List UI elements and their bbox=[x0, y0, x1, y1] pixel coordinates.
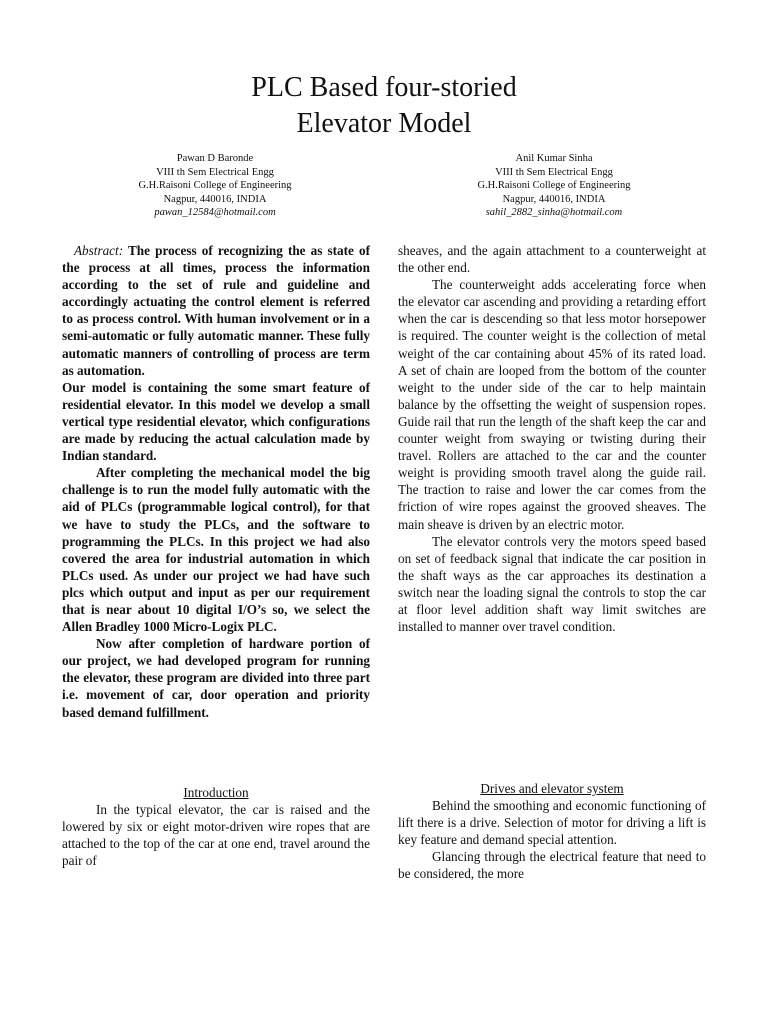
abstract-paragraph-1 bbox=[62, 242, 370, 379]
author-email: pawan_12584@hotmail.com bbox=[154, 207, 276, 219]
introduction-heading: Introduction bbox=[183, 785, 249, 800]
right-paragraph-2: The counterweight adds accelerating force when the elevator car ascending and providing a retarding effort when the car is descending so that less motor horsepower is required. The counter weight is the collection of metal weight of the car containing about 45% of its rated load. A set of chain are looped from the bottom of the counter weight to the under side of the car to help maintain balance by the offsetting the weight of suspension ropes. Guide rail that run the length of the shaft keep the car and counter weight from swaying or twisting during their travel. Rollers are attached to the car and the counter weight is providing smooth travel along the guide rail. The traction to raise and lower the car comes from the friction of wire ropes against the grooved sheaves. The main sheave is driven by an electric motor. bbox=[398, 277, 706, 532]
author-dept: VIII th Sem Electrical Engg bbox=[156, 166, 274, 178]
author-dept: VIII th Sem Electrical Engg bbox=[495, 166, 613, 178]
drives-heading: Drives and elevator system bbox=[480, 781, 624, 796]
author-city: Nagpur, 440016, INDIA bbox=[163, 193, 267, 205]
drives-section bbox=[398, 780, 706, 883]
abstract-label: Abstract: bbox=[74, 243, 124, 258]
author-block-1 bbox=[75, 152, 355, 220]
author-city: Nagpur, 440016, INDIA bbox=[502, 193, 606, 205]
drives-paragraph-2: Glancing through the electrical feature that need to be considered, the more bbox=[398, 849, 706, 882]
abstract-paragraph-2: Our model is containing the some smart feature of residential elevator. In this model we develop a small vertical type residential elevator, which configurations are made by reducing the actual calculation made by Indian standard. bbox=[62, 379, 370, 464]
introduction-paragraph-1: In the typical elevator, the car is raised and the lowered by six or eight motor-driven wire ropes that are attached to the top of the car at one end, travel around the pair of bbox=[62, 802, 370, 869]
author-college: G.H.Raisoni College of Engineering bbox=[138, 180, 292, 192]
abstract-paragraph-3: After completing the mechanical model the big challenge is to run the model fully automatic with the aid of PLCs (programmable logical control), for that we have to study the PLCs, and the software to programming the PLCs. In this project we had also covered the area for industrial automation in which PLCs used. As under our project we had have such plcs which output and input as per our requirement that is near about 10 digital I/O’s so, we select the Allen Bradley 1000 Micro-Logix PLC. bbox=[62, 465, 370, 635]
author-email: sahil_2882_sinha@hotmail.com bbox=[485, 207, 623, 219]
abstract-section bbox=[62, 242, 370, 721]
author-college: G.H.Raisoni College of Engineering bbox=[477, 180, 631, 192]
abstract-text-1: The process of recognizing the as state of the process at all times, process the information according to the set of rule and guideline and accordingly actuating the control element is referred to as process control. With human involvement or in a semi-automatic or fully automatic manner. These fully automatic manners of controlling of process are term as automation. bbox=[62, 243, 371, 378]
right-column-text bbox=[398, 242, 706, 635]
author-block-2 bbox=[414, 152, 694, 220]
introduction-section bbox=[62, 784, 370, 869]
right-paragraph-3: The elevator controls very the motors speed based on set of feedback signal that indicate the car position in the shaft ways as the car approaches its destination a switch near the loading signal the controls to stop the car at floor level addition shaft way limit switches are installed to manner over travel condition. bbox=[398, 533, 706, 635]
title-line-1: PLC Based four-storied bbox=[251, 72, 517, 103]
drives-paragraph-1: Behind the smoothing and economic functioning of lift there is a drive. Selection of motor for driving a lift is key feature and demand special attention. bbox=[398, 798, 706, 848]
abstract-paragraph-4: Now after completion of hardware portion of our project, we had developed program for running the elevator, these program are divided into three part i.e. movement of car, door operation and priority based demand fulfillment. bbox=[62, 636, 370, 720]
right-paragraph-1: sheaves, and the again attachment to a counterweight at the other end. bbox=[398, 243, 706, 276]
author-name: Pawan D Baronde bbox=[176, 153, 254, 164]
title-line-2: Elevator Model bbox=[296, 108, 472, 139]
paper-title bbox=[0, 70, 768, 142]
author-name: Anil Kumar Sinha bbox=[515, 153, 593, 164]
